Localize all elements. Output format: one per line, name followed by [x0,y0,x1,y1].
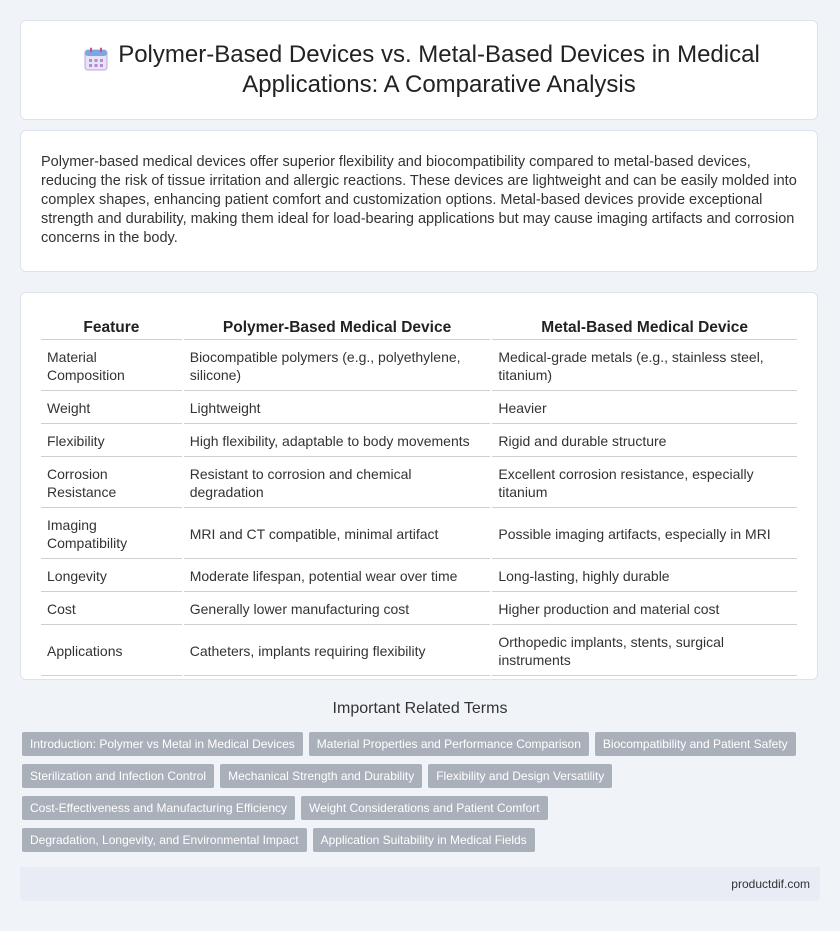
row-feature: Applications [41,627,182,676]
intro-text: Polymer-based medical devices offer superior flexibility and biocompatibility compared to metal-based devices, reducing the risk of tissue irritation and allergic reactions. These devices are lightweight and can be easily molded into complex shapes, enhancing patient comfort and customization options. Metal-based devices provide exceptional strength and durability, making them ideal for load-bearing applications but may cause imaging artifacts and corrosion concerns in the body. [41,154,797,246]
row-polymer: MRI and CT compatible, minimal artifact [184,510,491,559]
related-terms-list [22,732,812,860]
related-term-tag[interactable]: Mechanical Strength and Durability [220,764,422,788]
row-metal: Possible imaging artifacts, especially in MRI [492,510,797,559]
row-feature: Cost [41,594,182,625]
header-card [20,20,818,120]
table-row [41,594,797,625]
related-term-tag[interactable]: Introduction: Polymer vs Metal in Medical Devices [22,732,303,756]
row-feature: Longevity [41,561,182,592]
calendar-icon [83,46,109,72]
table-row [41,627,797,676]
table-row [41,426,797,457]
related-term-tag[interactable]: Sterilization and Infection Control [22,764,214,788]
row-polymer: High flexibility, adaptable to body movements [184,426,491,457]
related-term-tag[interactable]: Flexibility and Design Versatility [428,764,612,788]
row-feature: Material Composition [41,342,182,391]
header-feature: Feature [41,315,182,340]
row-polymer: Catheters, implants requiring flexibility [184,627,491,676]
row-polymer: Generally lower manufacturing cost [184,594,491,625]
footer-site-link[interactable]: productdif.com [731,877,810,891]
row-polymer: Moderate lifespan, potential wear over time [184,561,491,592]
table-row [41,393,797,424]
table-row [41,561,797,592]
page-title: Polymer-Based Devices vs. Metal-Based Devices in Medical Applications: A Comparative Analysis [118,41,760,98]
row-metal: Excellent corrosion resistance, especially titanium [492,459,797,508]
header-metal: Metal-Based Medical Device [492,315,797,340]
row-feature: Weight [41,393,182,424]
row-metal: Long-lasting, highly durable [492,561,797,592]
row-metal: Heavier [492,393,797,424]
comparison-table [39,313,799,678]
row-polymer: Resistant to corrosion and chemical degradation [184,459,491,508]
related-term-tag[interactable]: Application Suitability in Medical Fields [313,828,535,852]
row-metal: Orthopedic implants, stents, surgical instruments [492,627,797,676]
intro-card [20,130,818,272]
row-feature: Imaging Compatibility [41,510,182,559]
row-metal: Medical-grade metals (e.g., stainless steel, titanium) [492,342,797,391]
table-row [41,510,797,559]
related-term-tag[interactable]: Material Properties and Performance Comparison [309,732,589,756]
table-header-row [41,315,797,340]
related-term-tag[interactable]: Degradation, Longevity, and Environmental Impact [22,828,307,852]
row-polymer: Biocompatible polymers (e.g., polyethylene, silicone) [184,342,491,391]
related-terms-title: Important Related Terms [332,700,508,717]
related-term-tag[interactable]: Cost-Effectiveness and Manufacturing Efficiency [22,796,295,820]
row-polymer: Lightweight [184,393,491,424]
row-feature: Corrosion Resistance [41,459,182,508]
footer [20,867,820,901]
table-row [41,342,797,391]
related-term-tag[interactable]: Weight Considerations and Patient Comfort [301,796,548,820]
row-metal: Higher production and material cost [492,594,797,625]
comparison-table-card [20,292,818,680]
row-feature: Flexibility [41,426,182,457]
related-term-tag[interactable]: Biocompatibility and Patient Safety [595,732,796,756]
header-polymer: Polymer-Based Medical Device [184,315,491,340]
table-row [41,459,797,508]
row-metal: Rigid and durable structure [492,426,797,457]
